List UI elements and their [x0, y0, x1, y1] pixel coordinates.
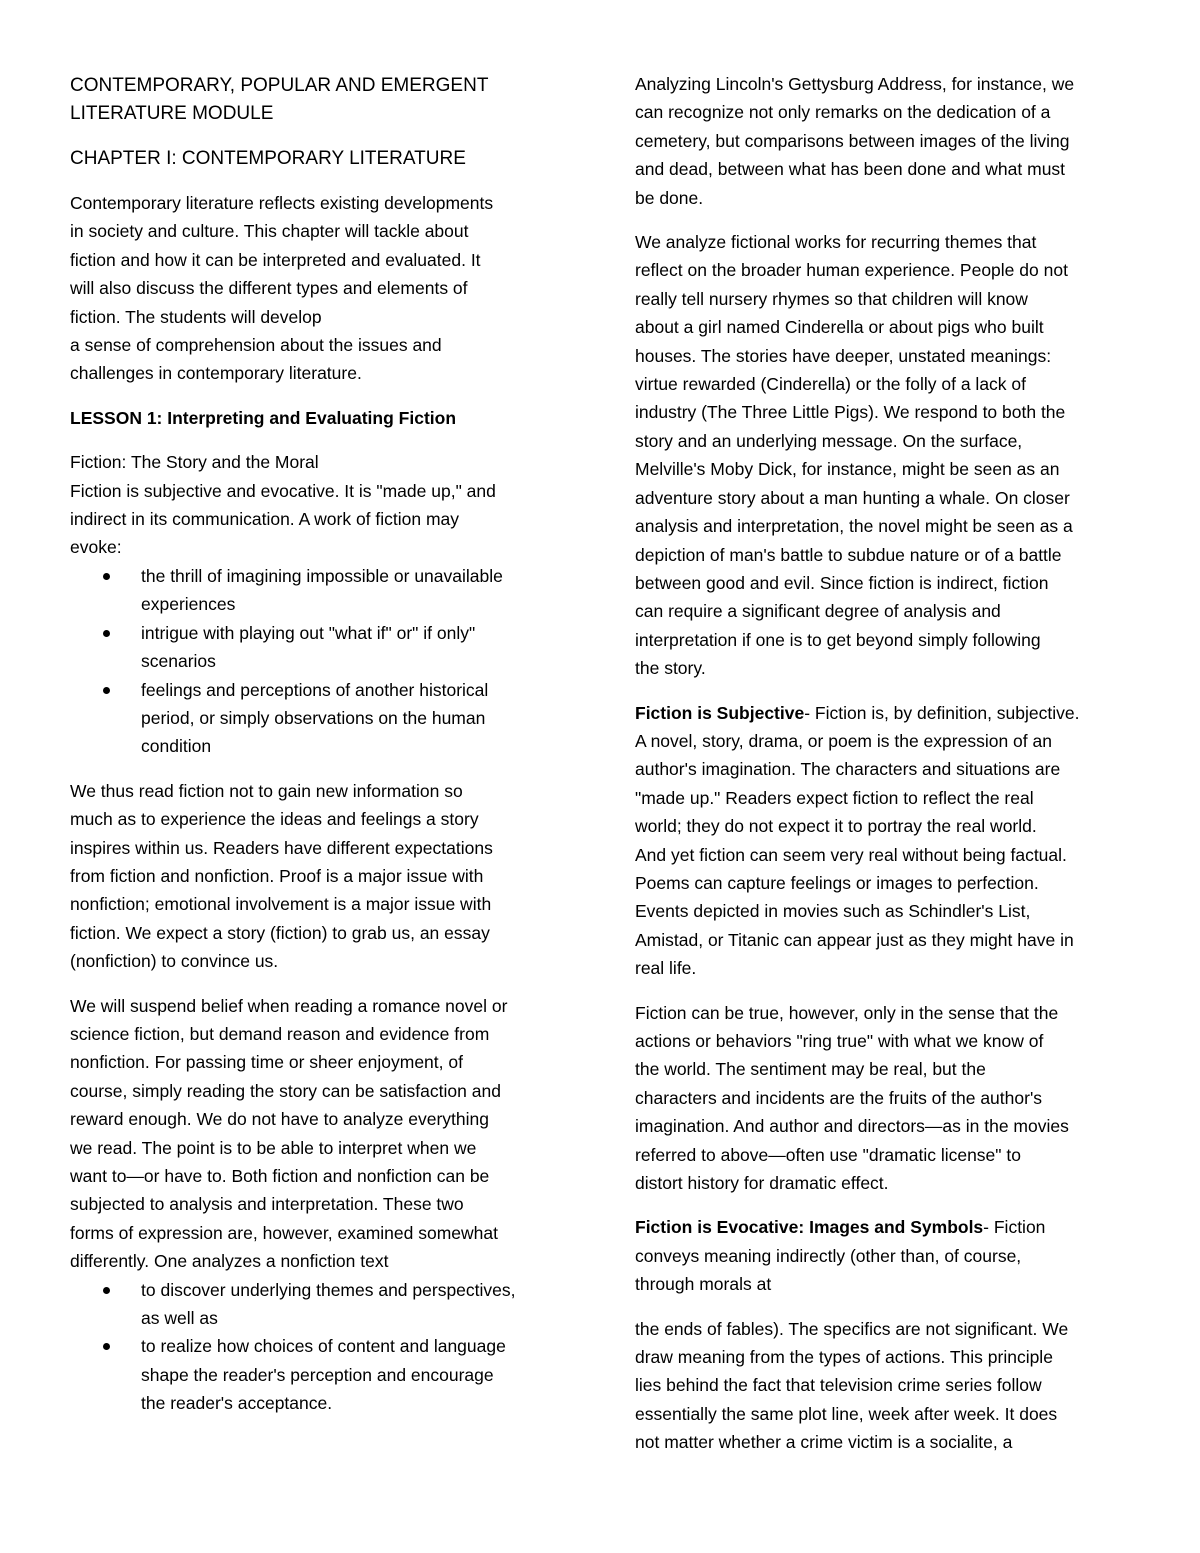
subjective-paragraph: [635, 699, 1135, 983]
evoke-bullet-list: [70, 562, 570, 761]
bullet-icon: [103, 573, 110, 580]
bullet-icon: [103, 1343, 110, 1350]
list-item: [70, 562, 570, 619]
list-item: [70, 619, 570, 676]
right-column: [635, 70, 1135, 1457]
list-item-text: to realize how choices of content and language shape the reader's perception and encourage the reader's acceptance.: [141, 1336, 506, 1414]
suspend-belief-paragraph: We will suspend belief when reading a romance novel or science fiction, but demand reason and evidence from nonfiction. For passing time or sheer enjoyment, of course, simply reading the story can be satisfaction and reward enough. We do not have to analyze everything we read. The point is to be able to interpret when we want to—or have to. Both fiction and nonfiction can be subjected to analysis and interpretation. These two forms of expression are, however, examined somewhat differently. One analyzes a nonfiction text: [70, 995, 508, 1272]
list-item: [70, 1332, 570, 1417]
list-item: [70, 1276, 570, 1333]
evocative-paragraph: [635, 1213, 1135, 1298]
fiction-true-paragraph: Fiction can be true, however, only in the sense that the actions or behaviors "ring true" with what we know of the world. The sentiment may be real, but the characters and incidents are the fruits of the author's imagination. And author and directors—as in the movies referred to above—often use "dramatic license" to distort history for dramatic effect.: [635, 1002, 1069, 1194]
list-item-text: intrigue with playing out "what if" or" if only" scenarios: [141, 622, 476, 672]
evocative-text: - Fiction conveys meaning indirectly (other than, of course, through morals at: [635, 1217, 1046, 1295]
list-item-text: to discover underlying themes and perspectives, as well as: [141, 1279, 516, 1329]
lincoln-paragraph: Analyzing Lincoln's Gettysburg Address, for instance, we can recognize not only remarks on the dedication of a cemetery, but comparisons between images of the living and dead, between what has been done and what must be done.: [635, 74, 1075, 208]
left-column: [70, 70, 570, 1418]
fables-paragraph: the ends of fables). The specifics are not significant. We draw meaning from the types of actions. This principle lies behind the fact that television crime series follow essentially the same plot line, week after week. It does not matter whether a crime victim is a socialite, a: [635, 1318, 1069, 1453]
evocative-term: Fiction is Evocative: Images and Symbols: [635, 1217, 984, 1238]
chapter-heading: CHAPTER I: CONTEMPORARY LITERATURE: [70, 148, 466, 169]
analyze-bullet-list: [70, 1276, 570, 1418]
bullet-icon: [103, 630, 110, 637]
subjective-term: Fiction is Subjective: [635, 702, 805, 723]
module-title: CONTEMPORARY, POPULAR AND EMERGENT LITERATURE MODULE: [70, 75, 489, 124]
list-item-text: the thrill of imagining impossible or unavailable experiences: [141, 565, 503, 615]
lesson-heading: LESSON 1: Interpreting and Evaluating Fiction: [70, 407, 457, 428]
bullet-icon: [103, 687, 110, 694]
reading-expectations-paragraph: We thus read fiction not to gain new information so much as to experience the ideas and feelings a story inspires within us. Readers have different expectations from fiction and nonfiction. Proof is a major issue with nonfiction; emotional involvement is a major issue with fiction. We expect a story (fiction) to grab us, an essay (nonfiction) to convince us.: [70, 780, 493, 972]
list-item: [70, 676, 570, 761]
list-item-text: feelings and perceptions of another historical period, or simply observations on the human condition: [141, 679, 489, 757]
story-moral-paragraph: Fiction: The Story and the Moral Fiction is subjective and evocative. It is "made up," and indirect in its communication. A work of fiction may evoke:: [70, 452, 496, 558]
bullet-icon: [103, 1287, 110, 1294]
chapter-intro-paragraph: Contemporary literature reflects existing developments in society and culture. This chapter will tackle about fiction and how it can be interpreted and evaluated. It will also discuss the different types and elements of fiction. The students will develop a sense of comprehension about the issues and challenges in contemporary literature.: [70, 193, 494, 384]
themes-paragraph: We analyze fictional works for recurring themes that reflect on the broader human experience. People do not really tell nursery rhymes so that children will know about a girl named Cinderella or about pigs who built houses. The stories have deeper, unstated meanings: virtue rewarded (Cinderella) or the folly of a lack of industry (The Three Little Pigs). We respond to both the story and an underlying message. On the surface, Melville's Moby Dick, for instance, might be seen as an adventure story about a man hunting a whale. On closer analysis and interpretation, the novel might be seen as a depiction of man's battle to subdue nature or of a battle between good and evil. Since fiction is indirect, fiction can require a significant degree of analysis and interpretation if one is to get beyond simply following the story.: [635, 232, 1073, 679]
subjective-text: - Fiction is, by definition, subjective. A novel, story, drama, or poem is the expression of an author's imagination. The characters and situations are "made up." Readers expect fiction to reflect the real world; they do not expect it to portray the real world. And yet fiction can seem very real without being factual. Poems can capture feelings or images to perfection. Events depicted in movies such as Schindler's List, Amistad, or Titanic can appear just as they might have in real life.: [635, 702, 1080, 979]
